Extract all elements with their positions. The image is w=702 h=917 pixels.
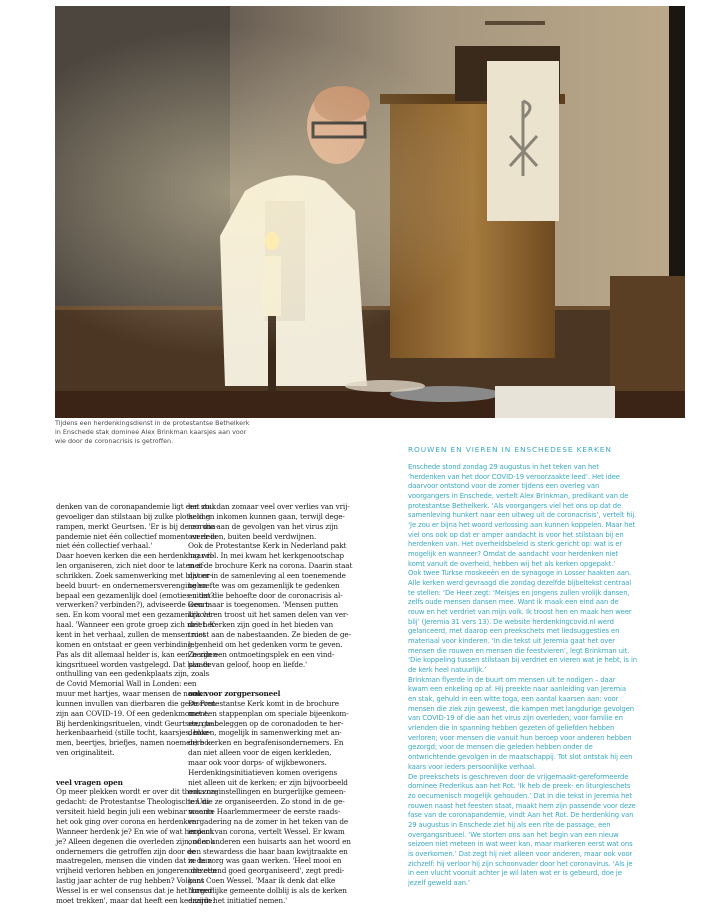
text-line: Ze zijn een ontmoetingsplek en een vind- — [188, 649, 335, 659]
text-line: Wanneer herdenk je? En wie of wat herdenk — [56, 826, 215, 836]
text-line: ten die ze organiseerden. Zo stond in de ge- — [188, 797, 345, 807]
text-line: maatregelen, mensen die vinden dat ze hun — [56, 856, 212, 866]
text-line: maar ook voor dorps- of wijkbewoners. — [188, 757, 327, 767]
text-line: sen. En kom vooral met een gezamenlijk ver- — [56, 610, 217, 620]
text-line: kracht en troost uit het samen delen van ver- — [188, 610, 349, 620]
text-line: driet. Kerken zijn goed in het bieden van — [188, 620, 334, 630]
text-line: heid en inkomen kunnen gaan, terwijl dege- — [188, 511, 345, 521]
text-line: dominee Frederikus aan het Rot. ‘Ik heb de preek- en liturgieschets — [408, 782, 631, 791]
text-line: rampen, merkt Geurtsen. 'Er is bij de corona- — [56, 521, 218, 531]
text-line: Op meer plekken wordt er over dit thema na- — [56, 787, 218, 797]
text-line: Daar hoeven kerken die een herdenking wil- — [56, 551, 215, 561]
text-line: Brinkman flyerde in de buurt om mensen uit te nodigen – daar — [408, 675, 616, 684]
text-line: 29 augustus in Enschede ziet hij als een rite de passage, een — [408, 820, 611, 829]
text-line: rouw en het verdriet van mijn volk. Ik troost hen en maak hen weer — [408, 608, 632, 617]
column-2-body-bottom — [188, 699, 388, 906]
text-line: daarvoor ontstond voor de zomer tijdens een overleg van — [408, 482, 600, 491]
text-line: samenleving hunkert naar een uitweg uit de coronacrisis’, vertelt hij. — [408, 511, 637, 520]
article-column-2 — [188, 502, 388, 906]
text-line: nen die aan de gevolgen van het virus zijn — [188, 521, 338, 531]
text-line: pandemie niet één collectief moment en er is — [56, 531, 217, 541]
subheading-veel-vragen-open: veel vragen open — [56, 777, 123, 787]
text-line: Ook de Protestantse Kerk in Nederland pakt — [188, 541, 347, 551]
text-line: de kerk heel natuurlijk.’ — [408, 666, 487, 675]
column-1-body-top — [56, 502, 220, 758]
text-line: overgangsritueel. ‘We storten ons aan het begin van een nieuw — [408, 830, 619, 839]
text-line: en stak, gehuld in een witte toga, een aantal kaarsen aan: voor — [408, 695, 619, 704]
text-line: kingsritueel worden vastgelegd. Dat kan de — [56, 659, 212, 669]
caption-line: in Enschede stak dominee Alex Brinkman kaarsjes aan voor — [55, 428, 247, 437]
text-line: mensen die rouwen en mensen die feestvieren’, legt Brinkman uit. — [408, 646, 630, 655]
text-line: protestantse Bethelkerk. ‘Als voorgangers viel het ons op dat de — [408, 501, 622, 510]
text-line: van COVID-19 of die aan het virus zijn overleden; voor familie en — [408, 714, 623, 723]
article-photo — [55, 6, 685, 418]
text-line: jezelf geweld aan.’ — [408, 878, 470, 887]
text-line: ven originaliteit. — [56, 748, 115, 758]
text-line: gedacht: de Protestantse Theologische Uni- — [56, 797, 212, 807]
text-line: Ook twee Turkse moskeeën en de synagoge in Losser haakten aan. — [408, 569, 632, 578]
text-line: fase van de coronapandemie, vindt Aan het Rot. De herdenking van — [408, 811, 634, 820]
text-line: kent in het verhaal, zullen de mensen niet — [56, 629, 206, 639]
text-line: kwam een enkeling op af. Hij preekte naar aanleiding van Jeremia — [408, 685, 626, 694]
column-1-body-bottom — [56, 787, 218, 905]
text-line: met de brochure Kerk na corona. Daarin staat — [188, 561, 353, 571]
text-line: daarin het initiatief nemen.' — [188, 895, 288, 905]
text-line: herkenbaarheid (stille tocht, kaarsjes, bloe- — [56, 728, 211, 738]
text-line: dat er in de samenleving al een toenemende — [188, 570, 346, 580]
text-line: komen en ontstaat er geen verbinding.' — [56, 639, 197, 649]
text-line: muur met hartjes, waar mensen de namen — [56, 689, 208, 699]
text-line: ook zorginstellingen en burgerlijke gemeen- — [188, 787, 346, 797]
text-line: ondernemers die getroffen zijn door de — [56, 846, 196, 856]
text-line: rouwen naast het feesten staat, maakt hem zijn passende voor deze — [408, 801, 636, 810]
text-line: onder anderen een huisarts aan het woord en — [188, 836, 351, 846]
text-line: gezorgd; voor de mensen die geleden hebben onder de — [408, 743, 593, 752]
text-line: blij’ (Jeremia 31 vers 13). De website herdenkingcovid.nl werd — [408, 617, 614, 626]
text-line: De Protestantse Kerk komt in de brochure — [188, 698, 339, 708]
text-line: bepaal een gezamenlijk doel (emoties uiten? — [56, 590, 215, 600]
caption-line: Tijdens een herdenkingsdienst in de protestantse Bethelkerk — [55, 419, 250, 427]
text-line: legenheid om het gedenken vorm te geven. — [188, 639, 343, 649]
text-line: zelfs oude mensen dansen mee. Want ik maak een eind aan de — [408, 598, 619, 607]
sidebar-title: ROUWEN EN VIEREN IN ENSCHEDESE KERKEN — [408, 445, 612, 454]
caption-line: wie door de coronacrisis is getroffen. — [55, 437, 174, 446]
text-line: voorgangers in Enschede, vertelt Alex Brinkman, predikant van de — [408, 492, 629, 501]
text-line: impact van corona, vertelt Wessel. Er kwam — [188, 826, 345, 836]
photo-caption — [55, 419, 355, 447]
text-line: moet trekken', maar dat heeft een keerzijde: — [56, 895, 215, 905]
text-line: Bij herdenkingsrituelen, vindt Geurtsen, gaat — [56, 718, 218, 728]
text-line: denken, mogelijk in samenwerking met an- — [188, 728, 342, 738]
text-line: kunnen invullen van dierbaren die gestorven — [56, 698, 216, 708]
text-line: verloren; voor mensen die vanuit hun beroep voor anderen hebben — [408, 733, 632, 742]
text-line: sten te beleggen op de coronadoden te her- — [188, 718, 344, 728]
text-line: ‘Je zou er bijna het woord verlossing aan kunnen koppelen. Maar het — [408, 521, 636, 530]
text-line: onthulling van een gedenkplaats zijn, zoals — [56, 669, 210, 679]
text-line: lastig jaar achter de rug hebben? Volgens — [56, 876, 205, 886]
text-line: verwerken? verbinden?), adviseerde Geurt- — [56, 600, 211, 610]
text-line: niet één collectief verhaal.' — [56, 541, 153, 551]
text-line: je? Alleen degenen die overleden zijn, of ook — [56, 836, 215, 846]
text-line: vrienden die in spanning hebben gezeten of geliefden hebben — [408, 724, 615, 733]
text-line: Alle kerken werd gevraagd die zondag dezelfde bijbeltekst centraal — [408, 579, 632, 588]
text-line: versiteit hield begin juli een webinar waarin — [56, 807, 214, 817]
text-line: plaats van geloof, hoop en liefde.' — [188, 659, 307, 669]
text-line: haal. 'Wanneer een grote groep zich niet her- — [56, 620, 218, 630]
text-line: dan niet alleen voor de eigen kerkleden, — [188, 748, 332, 758]
text-line: mogelijk en wanneer? Omdat de aandacht voor herdenken niet — [408, 550, 619, 559]
photo-priest-lighting-candle-icon — [55, 6, 685, 418]
text-line: ontzettend goed georganiseerd', zegt predi- — [188, 866, 345, 876]
sidebar-box — [408, 445, 698, 889]
text-line: ‘herdenken van het door COVID-19 veroorzaakte leed’. Het idee — [408, 472, 620, 481]
text-line: gelanceerd, met daarop een preekschets met liedsuggesties en — [408, 627, 620, 636]
text-line: Herdenkingsinitiatieven komen overigens — [188, 767, 338, 777]
text-line: haar rol. In mei kwam het kerkgenootschap — [188, 551, 344, 561]
text-line: in een vlucht vooruit achter je wil laten wat er is gebeurd, doe je — [408, 869, 622, 878]
text-line: vergadering na de zomer in het teken van de — [188, 817, 349, 826]
text-line: niet alleen uit de kerken; er zijn bijvoorbeeld — [188, 777, 348, 787]
text-line: het zou dan zomaar veel over verlies van vrij- — [188, 502, 350, 511]
text-line: zo oecumenisch mogelijk gehouden.’ Dat in die tekst in Jeremia het — [408, 791, 632, 800]
subheading-ook-voor-zorgpersoneel: ook voor zorgpersoneel — [188, 689, 281, 699]
text-line: len organiseren, zich niet door te laten af- — [56, 561, 206, 571]
text-line: kaars voor ieders persoonlijke verhaal. — [408, 762, 536, 771]
text-line: ‘Die koppeling tussen stilstaan bij verdriet en vieren wat je hebt, is in — [408, 656, 637, 665]
text-line: vrijheid verloren hebben en jongeren die een — [56, 866, 217, 876]
text-line: de Covid Memorial Wall in Londen: een — [56, 679, 197, 689]
text-line: zijn aan COVID-19. Of een gedenkmoment. — [56, 708, 210, 718]
text-line: en dat die behoefte door de coronacrisis al- — [188, 590, 343, 600]
text-line: mensen die ziek zijn geweest, die kampen met langdurige gevolgen — [408, 704, 635, 713]
text-line: het ook ging over corona en herdenken. — [56, 817, 199, 826]
column-2-body-top — [188, 502, 388, 669]
text-line: troost aan de nabestaanden. Ze bieden de ge- — [188, 629, 351, 639]
text-line: schrikken. Zoek samenwerking met bijvoor- — [56, 570, 213, 580]
text-line: een stewardess die haar baan kwijtraakte en — [188, 846, 348, 856]
text-line: in de zorg was gaan werken. 'Heel mooi en — [188, 856, 342, 866]
text-line: leen maar is toegenomen. 'Mensen putten — [188, 600, 339, 610]
text-line: kant Coen Wessel. 'Maar ik denk dat elke — [188, 876, 336, 886]
text-line: beeld buurt- en ondernemersverenging en — [56, 580, 208, 590]
text-line: Pas als dit allemaal helder is, kan een herden- — [56, 649, 220, 659]
text-line: Wessel is er wel consensus dat je het 'breed — [56, 885, 213, 895]
text-line: komt vanuit de overheid, hebben wij het als kerken opgepakt.’ — [408, 559, 616, 568]
text-line: te stellen: ‘De Heer zegt: ‘Meisjes en jongens zullen vrolijk dansen, — [408, 588, 630, 597]
text-line: is overkomen.’ Dat zegt hij niet alleen voor anderen, maar ook voor — [408, 849, 633, 858]
text-line: viel ons ook op dat er amper aandacht is voor het stilstaan bij en — [408, 530, 624, 539]
text-line: overleden, buiten beeld verdwijnen. — [188, 531, 317, 541]
paragraph-gap — [188, 669, 388, 689]
paragraph-gap — [56, 758, 182, 778]
text-line: burgerlijke gemeente dolblij is als de kerken — [188, 885, 347, 895]
text-line: men, beertjes, briefjes, namen noemen) bo- — [56, 738, 211, 748]
text-line: dere kerken en begrafenisondernemers. En — [188, 738, 344, 748]
sidebar-body — [408, 463, 698, 889]
text-line: De preekschets is geschreven door de vrijgemaakt-gereformeerde — [408, 772, 629, 781]
text-line: seizoen niet meteen in wat weer kan, maar markeren eerst wat ons — [408, 840, 633, 849]
text-line: materiaal voor kinderen. ‘In die tekst uit Jeremia gaat het over — [408, 637, 616, 646]
text-line: ontwrichtende gevolgen in de maatschappij. Tot slot ontstak hij een — [408, 753, 633, 762]
text-line: herdenken van. Het overheidsbeleid is sterk gericht op: wat is er — [408, 540, 623, 549]
text-line: Enschede stond zondag 29 augustus in het teken van het — [408, 463, 599, 471]
text-line: met een stappenplan om speciale bijeenkom- — [188, 708, 349, 718]
text-line: denken van de coronapandemie ligt een stuk — [56, 502, 217, 511]
text-line: gevoeliger dan stilstaan bij zulke plotseling — [56, 511, 211, 521]
text-line: meente Haarlemmermeer de eerste raads- — [188, 807, 341, 817]
text-line: behoefte was om gezamenlijk te gedenken — [188, 580, 340, 590]
article-column-1 — [56, 502, 220, 906]
text-line: zichzelf: hij verloor hij zijn schoonvader door het coronavirus. ‘Als je — [408, 859, 633, 868]
